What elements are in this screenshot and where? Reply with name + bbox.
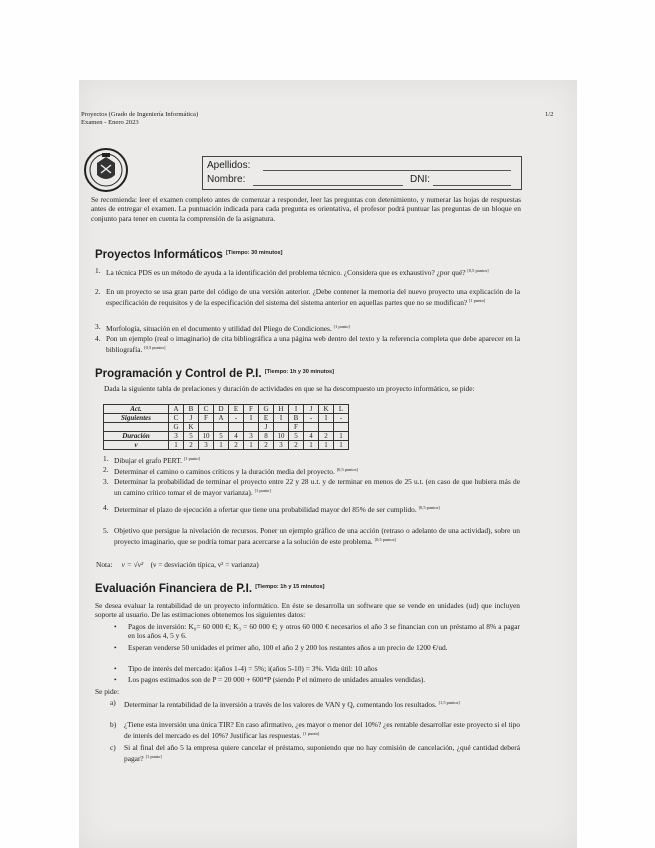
data-bullet (114, 675, 520, 684)
course-title: Proyectos (Grado de Ingeniería Informática) (81, 111, 199, 118)
question-1-2 (95, 287, 520, 308)
question-text: Si al final del año 5 la empresa quiere cancelar el préstamo, suponiendo que no hay comisión de cancelación, ¿qué cantidad deberá pagar? (124, 743, 520, 764)
question-points: [0,5 puntos] (418, 505, 440, 510)
table-cell: E (259, 414, 274, 423)
note-label: Nota: (96, 560, 113, 569)
question-2-4 (103, 503, 520, 514)
question-points: [1,5 puntos] (438, 700, 460, 705)
table-row (104, 441, 349, 450)
table-cell (229, 423, 244, 432)
bullet-marker: • (114, 643, 117, 652)
table-cell (244, 423, 259, 432)
table-cell: K (184, 423, 199, 432)
question-number: 2. (103, 465, 109, 474)
table-cell: E (229, 405, 244, 414)
table-cell: C (169, 414, 184, 423)
question-1-4 (95, 334, 520, 355)
section2-title-text: Programación y Control de P.I. (95, 368, 262, 380)
page-number: 1/2 (545, 111, 554, 118)
question-points: [0,5 puntos] (374, 537, 396, 543)
row-header-nu: ν (104, 441, 169, 450)
bullet-marker: • (114, 675, 117, 684)
table-cell: I (244, 414, 259, 423)
section1-title-text: Proyectos Informáticos (95, 249, 223, 261)
table-cell: I (274, 414, 289, 423)
table-cell: 4 (229, 432, 244, 441)
section3-title-text: Evaluación Financiera de P.I. (95, 583, 253, 595)
table-cell: I (319, 414, 334, 423)
table-cell: J (304, 405, 319, 414)
data-bullet (114, 643, 520, 652)
table-cell: I (289, 405, 304, 414)
question-3-a (110, 698, 520, 709)
row-header-act: Act. (104, 405, 169, 414)
question-2-3 (103, 477, 520, 498)
question-text: ¿Tiene esta inversión una única TIR? En caso afirmativo, ¿es mayor o menor del 10%? ¿es rentable desarrollar este proyecto si el tipo de interés del mercado es del 10%? Justificar las respuestas. (124, 720, 520, 741)
nombre-label: Nombre: (207, 174, 246, 185)
table-cell: 1 (244, 441, 259, 450)
table-cell: 5 (289, 432, 304, 441)
university-crest-icon (83, 147, 129, 193)
table-cell: H (274, 405, 289, 414)
row-header-empty (104, 423, 169, 432)
table-cell (214, 423, 229, 432)
table-cell: F (199, 414, 214, 423)
table-cell: B (289, 414, 304, 423)
row-header-siguientes: Siguientes (104, 414, 169, 423)
question-2-1 (103, 454, 520, 465)
table-cell: 1 (304, 441, 319, 450)
table-cell: 1 (319, 441, 334, 450)
table-cell: 2 (319, 432, 334, 441)
table-cell: G (259, 405, 274, 414)
table-cell: F (289, 423, 304, 432)
question-points: [1 punto] (303, 731, 320, 737)
question-points: [0,5 puntos] (144, 345, 166, 351)
table-cell: 1 (214, 441, 229, 450)
bullet-text: Los pagos estimados son de P = 20 000 + 600*P (siendo P el número de unidades anuales vendidas). (128, 675, 426, 684)
table-cell: 3 (244, 432, 259, 441)
section2-time: [Tiempo: 1h y 30 minutos] (264, 369, 334, 375)
table-cell (334, 423, 349, 432)
row-header-duracion: Duración (104, 432, 169, 441)
table-cell: J (184, 414, 199, 423)
table-cell: C (199, 405, 214, 414)
dni-field[interactable] (433, 185, 511, 186)
question-2-2 (103, 465, 520, 476)
apellidos-label: Apellidos: (207, 160, 251, 171)
apellidos-field[interactable] (263, 170, 511, 171)
question-text: La técnica PDS es un método de ayuda a la identificación del problema técnico. ¿Considera que es exhaustivo? ¿por qué? (106, 268, 466, 277)
exam-date: Examen - Enero 2023 (81, 118, 139, 126)
question-number: b) (110, 720, 117, 729)
question-text: Determinar la rentabilidad de la inversión a través de los valores de VAN y Q, comentando los resultados. (124, 700, 437, 709)
table-cell: J (259, 423, 274, 432)
question-points: [1 punto] (254, 488, 271, 494)
table-cell: B (184, 405, 199, 414)
data-bullet (114, 664, 520, 673)
question-text: Determinar el camino o caminos críticos y la duración media del proyecto. (114, 467, 335, 476)
section3-intro: Se desea evaluar la rentabilidad de un proyecto informático. En éste se desarrolla un software que se vende en unidades (ud) que incluyen soporte al usuario. De las estimaciones obtenemos los siguientes datos: (95, 601, 520, 620)
exam-instructions: Se recomienda: leer el examen completo antes de comenzar a responder, leer las preguntas con detenimiento, y numerar las hojas de respuestas antes de entregar el examen. La puntuación indicada para cada pregunta es orientativa, el profesor podrá puntuar las preguntas de un bloque en conjunto para tener en cuenta la comprensión de la asignatura. (91, 195, 521, 223)
question-3-c (110, 743, 520, 764)
question-number: 4. (95, 334, 101, 343)
nota (96, 560, 520, 569)
table-cell: G (169, 423, 184, 432)
table-cell (304, 423, 319, 432)
question-number: 2. (95, 287, 101, 296)
table-cell: 2 (289, 441, 304, 450)
question-text: Determinar el plazo de ejecución a ofertar que tiene una probabilidad mayor del 85% de ser cumplido. (114, 505, 417, 514)
section3-time: [Tiempo: 1h y 15 minutos] (255, 584, 325, 590)
table-cell: 1 (334, 441, 349, 450)
table-cell: 3 (199, 441, 214, 450)
bullet-text: Tipo de interés del mercado: i(años 1-4) = 5%; i(años 5-10) = 3%. Vida útil: 10 años (128, 664, 378, 673)
question-points: [1 punto] (183, 456, 201, 461)
table-cell: 3 (169, 432, 184, 441)
note-formula: ν = √ν² (121, 560, 144, 569)
table-cell (274, 423, 289, 432)
question-points: [0,5 puntos] (336, 467, 358, 472)
table-cell: 5 (214, 432, 229, 441)
section3-title (95, 583, 324, 595)
question-number: 3. (95, 322, 101, 331)
bullet-text: Pagos de inversión: K₀= 60 000 €; K₃ = 60 000 €; y otros 60 000 € necesarios el año 3 se financian con un préstamo al 8% a pagar en los años 4, 5 y 6. (128, 622, 520, 641)
table-cell: 2 (184, 441, 199, 450)
table-cell (199, 423, 214, 432)
question-number: 3. (103, 477, 109, 486)
table-cell: 5 (184, 432, 199, 441)
table-cell: A (169, 405, 184, 414)
question-text: Determinar la probabilidad de terminar el proyecto entre 22 y 28 u.t. y de terminar en menos de 25 u.t. (en caso de que hubiera más de un camino crítico tomar el de mayor varianza). (114, 477, 520, 498)
table-row (104, 414, 349, 423)
question-points: [1 punto] (333, 324, 350, 329)
question-number: 5. (103, 526, 109, 535)
question-points: [1 punto] (469, 298, 486, 304)
table-row (104, 423, 349, 432)
table-cell: 10 (199, 432, 214, 441)
question-text: Pon un ejemplo (real o imaginario) de cita bibliográfica a una página web dentro del texto y la referencia completa que debe aparecer en la bibliografía. (106, 334, 520, 355)
question-number: 1. (103, 454, 109, 463)
table-cell: 10 (274, 432, 289, 441)
table-cell: 2 (229, 441, 244, 450)
table-cell: 2 (259, 441, 274, 450)
course-header (81, 111, 198, 126)
table-cell: - (334, 414, 349, 423)
nombre-field[interactable] (253, 185, 403, 186)
data-bullet (114, 622, 520, 641)
question-points: [1 punto] (145, 754, 162, 760)
table-cell: K (319, 405, 334, 414)
bullet-text: Esperan venderse 50 unidades el primer año, 100 el año 2 y 200 los restantes años a un precio de 1200 €/ud. (128, 643, 448, 652)
table-cell: - (229, 414, 244, 423)
section1-title (95, 249, 283, 261)
question-text: Morfología, situación en el documento y utilidad del Pliego de Condiciones. (106, 324, 332, 333)
section2-intro: Dada la siguiente tabla de prelaciones y duración de actividades en que se ha descompuesto un proyecto informático, se pide: (104, 384, 475, 393)
table-cell (319, 423, 334, 432)
question-1-1 (95, 266, 520, 277)
bullet-marker: • (114, 622, 117, 631)
table-cell: F (244, 405, 259, 414)
table-cell: - (304, 414, 319, 423)
dni-label: DNI: (410, 174, 430, 185)
bullet-marker: • (114, 664, 117, 673)
table-cell: 4 (304, 432, 319, 441)
table-cell: A (214, 414, 229, 423)
question-3-b (110, 720, 520, 741)
question-number: 1. (95, 266, 101, 275)
question-text: Dibujar el grafo PERT. (114, 456, 182, 465)
table-cell: L (334, 405, 349, 414)
question-1-3 (95, 322, 520, 333)
table-cell: 1 (169, 441, 184, 450)
question-number: a) (110, 698, 116, 707)
table-row (104, 405, 349, 414)
question-number: 4. (103, 503, 109, 512)
question-points: [0,5 puntos] (467, 268, 489, 273)
se-pide-label: Se pide: (95, 687, 120, 696)
note-text: (ν = desviación típica, ν² = varianza) (150, 560, 259, 569)
table-cell: D (214, 405, 229, 414)
question-text: En un proyecto se usa gran parte del código de una versión anterior. ¿Debe contener la memoria del nuevo proyecto una explicación de la especificación de requisitos y de la especificación del sistema del sistema anterior en aquellas partes que no se modifican? (106, 287, 520, 308)
table-cell: 3 (274, 441, 289, 450)
precedence-table (103, 404, 349, 450)
table-row (104, 432, 349, 441)
section2-title (95, 368, 334, 380)
table-cell: 8 (259, 432, 274, 441)
question-2-5 (103, 526, 520, 547)
question-text: Objetivo que persigue la nivelación de recursos. Poner un ejemplo gráfico de una acción (retraso o adelanto de una actividad), sobre un proyecto imaginario, que se podría tomar para acercarse a la solución de este problema. (114, 526, 520, 547)
section1-time: [Tiempo: 30 minutos] (226, 250, 283, 256)
question-number: c) (110, 743, 116, 752)
table-cell: 1 (334, 432, 349, 441)
student-name-box (202, 156, 522, 190)
